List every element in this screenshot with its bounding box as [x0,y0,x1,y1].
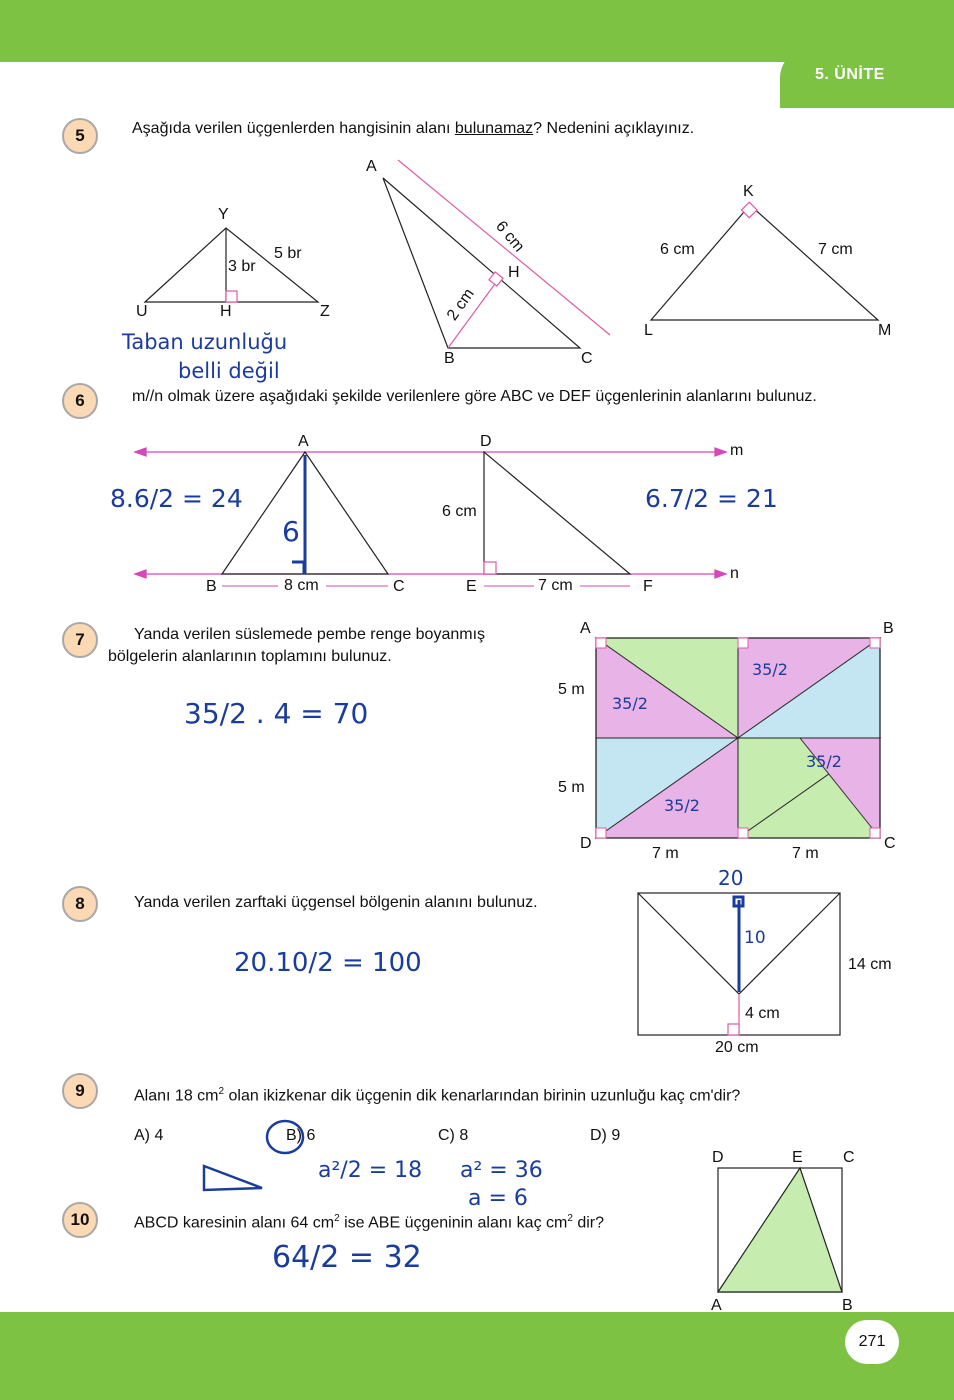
q10-text-c: dir? [572,1214,605,1232]
q5-label-k: K [743,183,754,200]
question-number-6: 6 [62,383,98,419]
q6-hand-height: 6 [282,515,300,548]
question-number-9: 9 [62,1073,98,1109]
q6-hand-left: 8.6/2 = 24 [110,484,243,513]
q5-label-h1: H [220,303,232,320]
q9-hand-work3: a = 6 [468,1186,528,1211]
q9-text [134,1081,740,1107]
q5-text-underlined: bulunamaz [454,120,534,137]
question-number-5: 5 [62,118,98,154]
unit-label: 5. ÜNİTE [815,66,885,83]
q6-label-n: n [730,565,739,582]
q9-option-b[interactable]: B) 6 [286,1127,316,1144]
q6-label-ef: 7 cm [538,577,573,594]
q10-label-e: E [792,1149,803,1166]
q5-label-l: L [644,322,653,339]
q8-label-width: 20 cm [715,1039,759,1056]
q9-text-b: olan ikizkenar dik üçgenin dik kenarlarından birinin uzunluğu kaç cm [224,1087,711,1105]
q5-label-3br: 3 br [228,258,256,275]
q7-label-d: D [580,835,592,852]
q5-label-6cm-b: 6 cm [660,241,695,258]
q7-hand-cell-1: 35/2 [612,694,648,713]
q7-hand-cell-4: 35/2 [664,796,700,815]
q10-sup-1: 2 [334,1213,340,1224]
q5-label-5br: 5 br [274,245,302,262]
q6-label-f: F [643,578,653,595]
q7-hand-cell-3: 35/2 [806,752,842,771]
q6-label-a: A [298,433,309,450]
q10-text-b: ise ABE üçgeninin alanı kaç cm [339,1214,568,1232]
q6-label-m: m [730,442,744,459]
q6-label-b: B [206,578,217,595]
q5-label-2cm: 2 cm [444,285,478,324]
q5-label-y: Y [218,206,229,223]
q7-label-c: C [884,835,896,852]
q6-parallel-lines [135,448,726,578]
q9-text-a: Alanı 18 cm [134,1087,219,1105]
q9-hand-work2: a² = 36 [460,1158,543,1183]
q9-apostrophe: ' [710,1087,714,1105]
q9-option-a[interactable]: A) 4 [134,1127,164,1144]
q10-label-a: A [711,1297,722,1314]
q5-label-b: B [444,350,455,367]
q9-hand-work1: a²/2 = 18 [318,1158,423,1183]
q5-label-c: C [581,350,593,367]
q7-text-line1: Yanda verilen süslemede pembe renge boyanmış [134,626,486,643]
q7-label-w1: 7 m [652,845,679,862]
q5-handwriting-line2: belli değil [178,359,280,383]
q6-label-bc: 8 cm [284,577,319,594]
q10-label-b: B [842,1297,853,1314]
q7-label-h1: 5 m [558,681,585,698]
q5-triangle-abc [383,160,610,348]
q7-label-a: A [580,620,591,637]
q8-label-height: 14 cm [848,956,892,973]
q7-label-b: B [883,620,894,637]
q9-text-c: dir? [713,1087,741,1105]
q6-label-e: E [466,578,477,595]
q7-label-h2: 5 m [558,779,585,796]
q6-label-de: 6 cm [442,503,477,520]
q8-hand-answer: 20.10/2 = 100 [234,948,422,978]
q7-label-w2: 7 m [792,845,819,862]
question-number-8: 8 [62,886,98,922]
q7-decoration [596,638,880,838]
q5-label-h2: H [508,264,520,281]
q10-label-c: C [843,1149,855,1166]
q6-label-d: D [480,433,492,450]
q6-label-c: C [393,578,405,595]
q10-text [134,1208,604,1234]
q6-hand-right: 6.7/2 = 21 [645,484,778,513]
page-number: 271 [845,1320,899,1364]
q5-label-a: A [366,158,377,175]
q5-text-c: ? Nedenini açıklayınız. [533,120,695,137]
q6-text: m//n olmak üzere aşağıdaki şekilde verilenlere göre ABC ve DEF üçgenlerinin alanlarını bulunuz. [132,388,817,405]
q10-square [718,1168,842,1292]
q9-option-c[interactable]: C) 8 [438,1127,469,1144]
question-number-7: 7 [62,622,98,658]
q5-label-6cm: 6 cm [492,217,528,256]
q10-text-a: ABCD karesinin alanı 64 cm [134,1214,335,1232]
q8-text: Yanda verilen zarftaki üçgensel bölgenin alanını bulunuz. [134,894,538,911]
q5-label-m: M [878,322,892,339]
q5-triangle-klm [651,202,878,320]
q8-hand-top: 20 [718,866,744,890]
q5-label-7cm: 7 cm [818,241,853,258]
q5-handwriting-line1: Taban uzunluğu [122,330,288,354]
q10-label-d: D [712,1149,724,1166]
q10-hand-answer: 64/2 = 32 [272,1240,422,1275]
q8-hand-mid: 10 [744,928,766,948]
q5-label-z: Z [320,303,330,320]
q5-label-u: U [136,303,148,320]
q8-hand-height [734,897,743,992]
question-number-10: 10 [62,1202,98,1238]
q9-option-d[interactable]: D) 9 [590,1127,621,1144]
q10-sup-2: 2 [567,1213,573,1224]
q6-triangle-def [484,452,630,574]
q8-label-inner: 4 cm [745,1005,780,1022]
q7-hand-cell-2: 35/2 [752,660,788,679]
q9-sup: 2 [218,1086,225,1097]
q7-text-line2: bölgelerin alanlarının toplamını bulunuz. [108,648,392,665]
q5-text [132,118,694,140]
q7-hand-answer: 35/2 . 4 = 70 [184,697,369,730]
q5-text-a: Aşağıda verilen üçgenlerden hangisinin alanı [132,120,455,137]
